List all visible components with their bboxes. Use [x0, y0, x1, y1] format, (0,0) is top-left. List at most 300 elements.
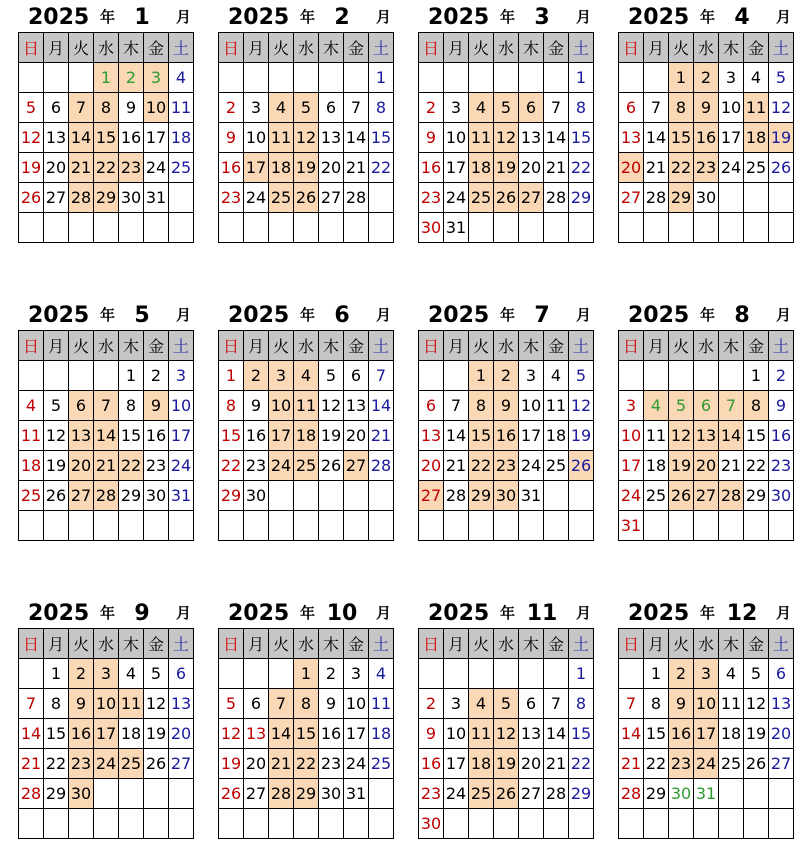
empty-cell [269, 63, 294, 93]
empty-cell [519, 659, 544, 689]
day-cell: 12 [294, 123, 319, 153]
empty-cell [19, 659, 44, 689]
day-cell: 1 [569, 659, 594, 689]
day-cell: 15 [219, 421, 244, 451]
day-cell: 14 [369, 391, 394, 421]
day-cell: 2 [144, 361, 169, 391]
empty-cell [369, 481, 394, 511]
empty-cell [669, 809, 694, 839]
empty-cell [644, 361, 669, 391]
day-cell: 25 [369, 749, 394, 779]
empty-cell [169, 809, 194, 839]
month-grid [418, 330, 594, 541]
month-calendar-9 [18, 600, 194, 839]
day-cell: 31 [694, 779, 719, 809]
day-cell: 16 [319, 719, 344, 749]
day-cell: 27 [169, 749, 194, 779]
empty-cell [219, 809, 244, 839]
day-cell: 7 [544, 689, 569, 719]
day-cell: 19 [44, 451, 69, 481]
day-cell: 23 [144, 451, 169, 481]
empty-cell [669, 361, 694, 391]
day-cell: 8 [569, 689, 594, 719]
empty-cell [619, 809, 644, 839]
day-cell: 16 [419, 749, 444, 779]
empty-cell [94, 213, 119, 243]
empty-cell [519, 63, 544, 93]
month-grid [18, 330, 194, 541]
week-row [619, 213, 794, 243]
day-cell: 23 [119, 153, 144, 183]
day-cell: 8 [644, 689, 669, 719]
day-cell: 2 [769, 361, 794, 391]
day-cell: 14 [94, 421, 119, 451]
day-cell: 9 [669, 689, 694, 719]
day-cell: 28 [719, 481, 744, 511]
empty-cell [469, 809, 494, 839]
day-cell: 30 [119, 183, 144, 213]
weekday-header: 水 [294, 331, 319, 361]
empty-cell [369, 213, 394, 243]
week-row [19, 391, 194, 421]
day-cell: 29 [569, 183, 594, 213]
week-row [219, 809, 394, 839]
day-cell: 28 [644, 183, 669, 213]
day-cell: 15 [569, 123, 594, 153]
day-cell: 19 [294, 153, 319, 183]
day-cell: 13 [169, 689, 194, 719]
empty-cell [144, 511, 169, 541]
day-cell: 2 [419, 93, 444, 123]
empty-cell [344, 213, 369, 243]
day-cell: 20 [519, 153, 544, 183]
empty-cell [494, 511, 519, 541]
empty-cell [44, 213, 69, 243]
day-cell: 29 [44, 779, 69, 809]
day-cell: 5 [319, 361, 344, 391]
empty-cell [144, 809, 169, 839]
day-cell: 28 [94, 481, 119, 511]
weekday-header: 月 [444, 33, 469, 63]
day-cell: 2 [419, 689, 444, 719]
month-number: 6 [334, 303, 350, 328]
weekday-header: 水 [294, 33, 319, 63]
empty-cell [269, 481, 294, 511]
day-cell: 21 [619, 749, 644, 779]
weekday-header: 月 [644, 33, 669, 63]
week-row [419, 93, 594, 123]
month-kanji: 月 [776, 306, 792, 324]
year-label: 2025 [428, 5, 490, 30]
empty-cell [719, 779, 744, 809]
day-cell: 26 [219, 779, 244, 809]
day-cell: 2 [119, 63, 144, 93]
empty-cell [244, 511, 269, 541]
day-cell: 7 [619, 689, 644, 719]
day-cell: 15 [669, 123, 694, 153]
day-cell: 30 [419, 213, 444, 243]
day-cell: 28 [369, 451, 394, 481]
week-row [619, 809, 794, 839]
weekday-header: 木 [719, 33, 744, 63]
day-cell: 28 [619, 779, 644, 809]
week-row [219, 719, 394, 749]
week-row [419, 749, 594, 779]
day-cell: 20 [419, 451, 444, 481]
empty-cell [19, 361, 44, 391]
day-cell: 12 [219, 719, 244, 749]
day-cell: 9 [494, 391, 519, 421]
empty-cell [719, 183, 744, 213]
day-cell: 4 [169, 63, 194, 93]
day-cell: 8 [219, 391, 244, 421]
weekday-header-row [219, 33, 394, 63]
month-kanji: 月 [776, 604, 792, 622]
day-cell: 6 [344, 361, 369, 391]
day-cell: 13 [519, 719, 544, 749]
week-row [219, 153, 394, 183]
day-cell: 30 [244, 481, 269, 511]
day-cell: 11 [719, 689, 744, 719]
week-row [19, 361, 194, 391]
day-cell: 29 [294, 779, 319, 809]
day-cell: 26 [769, 153, 794, 183]
day-cell: 10 [519, 391, 544, 421]
empty-cell [319, 63, 344, 93]
day-cell: 25 [644, 481, 669, 511]
empty-cell [19, 63, 44, 93]
day-cell: 24 [444, 779, 469, 809]
day-cell: 3 [244, 93, 269, 123]
day-cell: 14 [69, 123, 94, 153]
day-cell: 13 [244, 719, 269, 749]
day-cell: 29 [119, 481, 144, 511]
year-label: 2025 [628, 601, 690, 626]
week-row [619, 451, 794, 481]
day-cell: 18 [294, 421, 319, 451]
day-cell: 9 [219, 123, 244, 153]
day-cell: 6 [419, 391, 444, 421]
weekday-header: 日 [219, 33, 244, 63]
day-cell: 20 [344, 421, 369, 451]
empty-cell [444, 63, 469, 93]
weekday-header: 金 [144, 629, 169, 659]
month-kanji: 月 [576, 306, 592, 324]
day-cell: 4 [544, 361, 569, 391]
day-cell: 21 [69, 153, 94, 183]
day-cell: 3 [694, 659, 719, 689]
day-cell: 8 [569, 93, 594, 123]
weekday-header: 月 [44, 33, 69, 63]
empty-cell [719, 361, 744, 391]
day-cell: 12 [669, 421, 694, 451]
empty-cell [644, 809, 669, 839]
day-cell: 30 [419, 809, 444, 839]
day-cell: 15 [94, 123, 119, 153]
day-cell: 20 [169, 719, 194, 749]
day-cell: 29 [569, 779, 594, 809]
day-cell: 18 [369, 719, 394, 749]
month-calendar-11 [418, 600, 594, 839]
day-cell: 1 [219, 361, 244, 391]
day-cell: 17 [719, 123, 744, 153]
day-cell: 28 [19, 779, 44, 809]
empty-cell [94, 779, 119, 809]
day-cell: 28 [444, 481, 469, 511]
day-cell: 17 [694, 719, 719, 749]
week-row [19, 63, 194, 93]
week-row [419, 391, 594, 421]
day-cell: 12 [494, 123, 519, 153]
day-cell: 21 [94, 451, 119, 481]
day-cell: 24 [619, 481, 644, 511]
week-row [19, 451, 194, 481]
month-calendar-5 [18, 302, 194, 541]
year-label: 2025 [628, 303, 690, 328]
week-row [619, 153, 794, 183]
day-cell: 24 [344, 749, 369, 779]
empty-cell [344, 809, 369, 839]
empty-cell [244, 213, 269, 243]
day-cell: 21 [444, 451, 469, 481]
day-cell: 17 [444, 749, 469, 779]
weekday-header: 金 [144, 331, 169, 361]
weekday-header-row [219, 629, 394, 659]
empty-cell [344, 63, 369, 93]
day-cell: 17 [169, 421, 194, 451]
day-cell: 24 [269, 451, 294, 481]
empty-cell [744, 213, 769, 243]
day-cell: 15 [369, 123, 394, 153]
day-cell: 11 [169, 93, 194, 123]
week-row [219, 481, 394, 511]
day-cell: 29 [669, 183, 694, 213]
day-cell: 18 [269, 153, 294, 183]
weekday-header: 木 [519, 629, 544, 659]
weekday-header: 月 [44, 331, 69, 361]
day-cell: 23 [219, 183, 244, 213]
day-cell: 1 [744, 361, 769, 391]
week-row [19, 749, 194, 779]
day-cell: 18 [544, 421, 569, 451]
weekday-header: 水 [494, 629, 519, 659]
week-row [419, 213, 594, 243]
day-cell: 19 [144, 719, 169, 749]
month-number: 8 [734, 303, 750, 328]
year-kanji: 年 [300, 604, 316, 622]
day-cell: 19 [494, 749, 519, 779]
day-cell: 14 [269, 719, 294, 749]
day-cell: 13 [44, 123, 69, 153]
day-cell: 5 [669, 391, 694, 421]
month-title [418, 600, 594, 628]
day-cell: 20 [244, 749, 269, 779]
weekday-header: 日 [619, 629, 644, 659]
weekday-header-row [219, 331, 394, 361]
day-cell: 21 [544, 153, 569, 183]
day-cell: 10 [344, 689, 369, 719]
weekday-header: 日 [419, 331, 444, 361]
weekday-header: 金 [544, 629, 569, 659]
empty-cell [269, 659, 294, 689]
day-cell: 13 [694, 421, 719, 451]
day-cell: 22 [569, 153, 594, 183]
month-title [418, 4, 594, 32]
day-cell: 30 [669, 779, 694, 809]
month-title [418, 302, 594, 330]
day-cell: 19 [744, 719, 769, 749]
week-row [619, 391, 794, 421]
day-cell: 15 [294, 719, 319, 749]
month-calendar-8 [618, 302, 794, 541]
empty-cell [169, 183, 194, 213]
day-cell: 5 [19, 93, 44, 123]
weekday-header: 水 [494, 33, 519, 63]
day-cell: 15 [469, 421, 494, 451]
empty-cell [619, 659, 644, 689]
empty-cell [344, 511, 369, 541]
weekday-header: 日 [219, 331, 244, 361]
weekday-header: 土 [769, 331, 794, 361]
day-cell: 3 [269, 361, 294, 391]
weekday-header-row [19, 33, 194, 63]
day-cell: 24 [144, 153, 169, 183]
day-cell: 20 [619, 153, 644, 183]
day-cell: 4 [644, 391, 669, 421]
day-cell: 24 [94, 749, 119, 779]
day-cell: 11 [744, 93, 769, 123]
weekday-header: 月 [444, 331, 469, 361]
day-cell: 27 [769, 749, 794, 779]
day-cell: 25 [719, 749, 744, 779]
empty-cell [94, 511, 119, 541]
month-grid [18, 32, 194, 243]
week-row [219, 451, 394, 481]
day-cell: 17 [619, 451, 644, 481]
day-cell: 11 [269, 123, 294, 153]
day-cell: 26 [294, 183, 319, 213]
empty-cell [219, 659, 244, 689]
day-cell: 9 [144, 391, 169, 421]
day-cell: 16 [244, 421, 269, 451]
empty-cell [744, 183, 769, 213]
day-cell: 5 [744, 659, 769, 689]
day-cell: 10 [694, 689, 719, 719]
empty-cell [644, 63, 669, 93]
day-cell: 10 [619, 421, 644, 451]
weekday-header: 火 [269, 629, 294, 659]
day-cell: 4 [294, 361, 319, 391]
day-cell: 18 [469, 153, 494, 183]
weekday-header: 日 [419, 33, 444, 63]
month-kanji: 月 [576, 604, 592, 622]
empty-cell [444, 361, 469, 391]
day-cell: 1 [469, 361, 494, 391]
month-calendar-10 [218, 600, 394, 839]
empty-cell [519, 511, 544, 541]
day-cell: 7 [644, 93, 669, 123]
day-cell: 18 [469, 749, 494, 779]
weekday-header: 金 [744, 33, 769, 63]
weekday-header: 土 [369, 331, 394, 361]
weekday-header: 木 [719, 629, 744, 659]
weekday-header: 火 [69, 33, 94, 63]
empty-cell [44, 63, 69, 93]
week-row [19, 183, 194, 213]
year-label: 2025 [28, 5, 90, 30]
day-cell: 14 [544, 719, 569, 749]
week-row [619, 183, 794, 213]
day-cell: 9 [69, 689, 94, 719]
month-title [618, 600, 794, 628]
empty-cell [544, 809, 569, 839]
day-cell: 17 [344, 719, 369, 749]
week-row [19, 213, 194, 243]
empty-cell [744, 779, 769, 809]
empty-cell [169, 779, 194, 809]
day-cell: 9 [244, 391, 269, 421]
weekday-header: 火 [469, 331, 494, 361]
day-cell: 10 [244, 123, 269, 153]
day-cell: 11 [469, 123, 494, 153]
day-cell: 6 [519, 93, 544, 123]
weekday-header: 木 [519, 331, 544, 361]
day-cell: 30 [694, 183, 719, 213]
month-kanji: 月 [176, 306, 192, 324]
day-cell: 17 [244, 153, 269, 183]
empty-cell [544, 511, 569, 541]
empty-cell [569, 213, 594, 243]
day-cell: 22 [644, 749, 669, 779]
day-cell: 20 [519, 749, 544, 779]
weekday-header: 木 [119, 629, 144, 659]
week-row [219, 183, 394, 213]
day-cell: 15 [644, 719, 669, 749]
day-cell: 8 [44, 689, 69, 719]
day-cell: 21 [369, 421, 394, 451]
weekday-header: 火 [469, 33, 494, 63]
month-number: 5 [134, 303, 150, 328]
day-cell: 23 [669, 749, 694, 779]
empty-cell [269, 213, 294, 243]
month-grid [618, 32, 794, 243]
empty-cell [294, 481, 319, 511]
day-cell: 11 [544, 391, 569, 421]
month-calendar-6 [218, 302, 394, 541]
week-row [419, 481, 594, 511]
year-label: 2025 [428, 303, 490, 328]
weekday-header-row [419, 629, 594, 659]
day-cell: 27 [344, 451, 369, 481]
day-cell: 14 [19, 719, 44, 749]
week-row [419, 689, 594, 719]
weekday-header: 金 [544, 33, 569, 63]
empty-cell [69, 213, 94, 243]
day-cell: 1 [94, 63, 119, 93]
weekday-header: 火 [69, 331, 94, 361]
day-cell: 9 [694, 93, 719, 123]
week-row [19, 93, 194, 123]
empty-cell [644, 213, 669, 243]
week-row [19, 659, 194, 689]
year-kanji: 年 [100, 8, 116, 26]
day-cell: 30 [319, 779, 344, 809]
empty-cell [69, 361, 94, 391]
day-cell: 29 [219, 481, 244, 511]
weekday-header: 火 [669, 629, 694, 659]
month-calendar-4 [618, 4, 794, 243]
month-grid [18, 628, 194, 839]
